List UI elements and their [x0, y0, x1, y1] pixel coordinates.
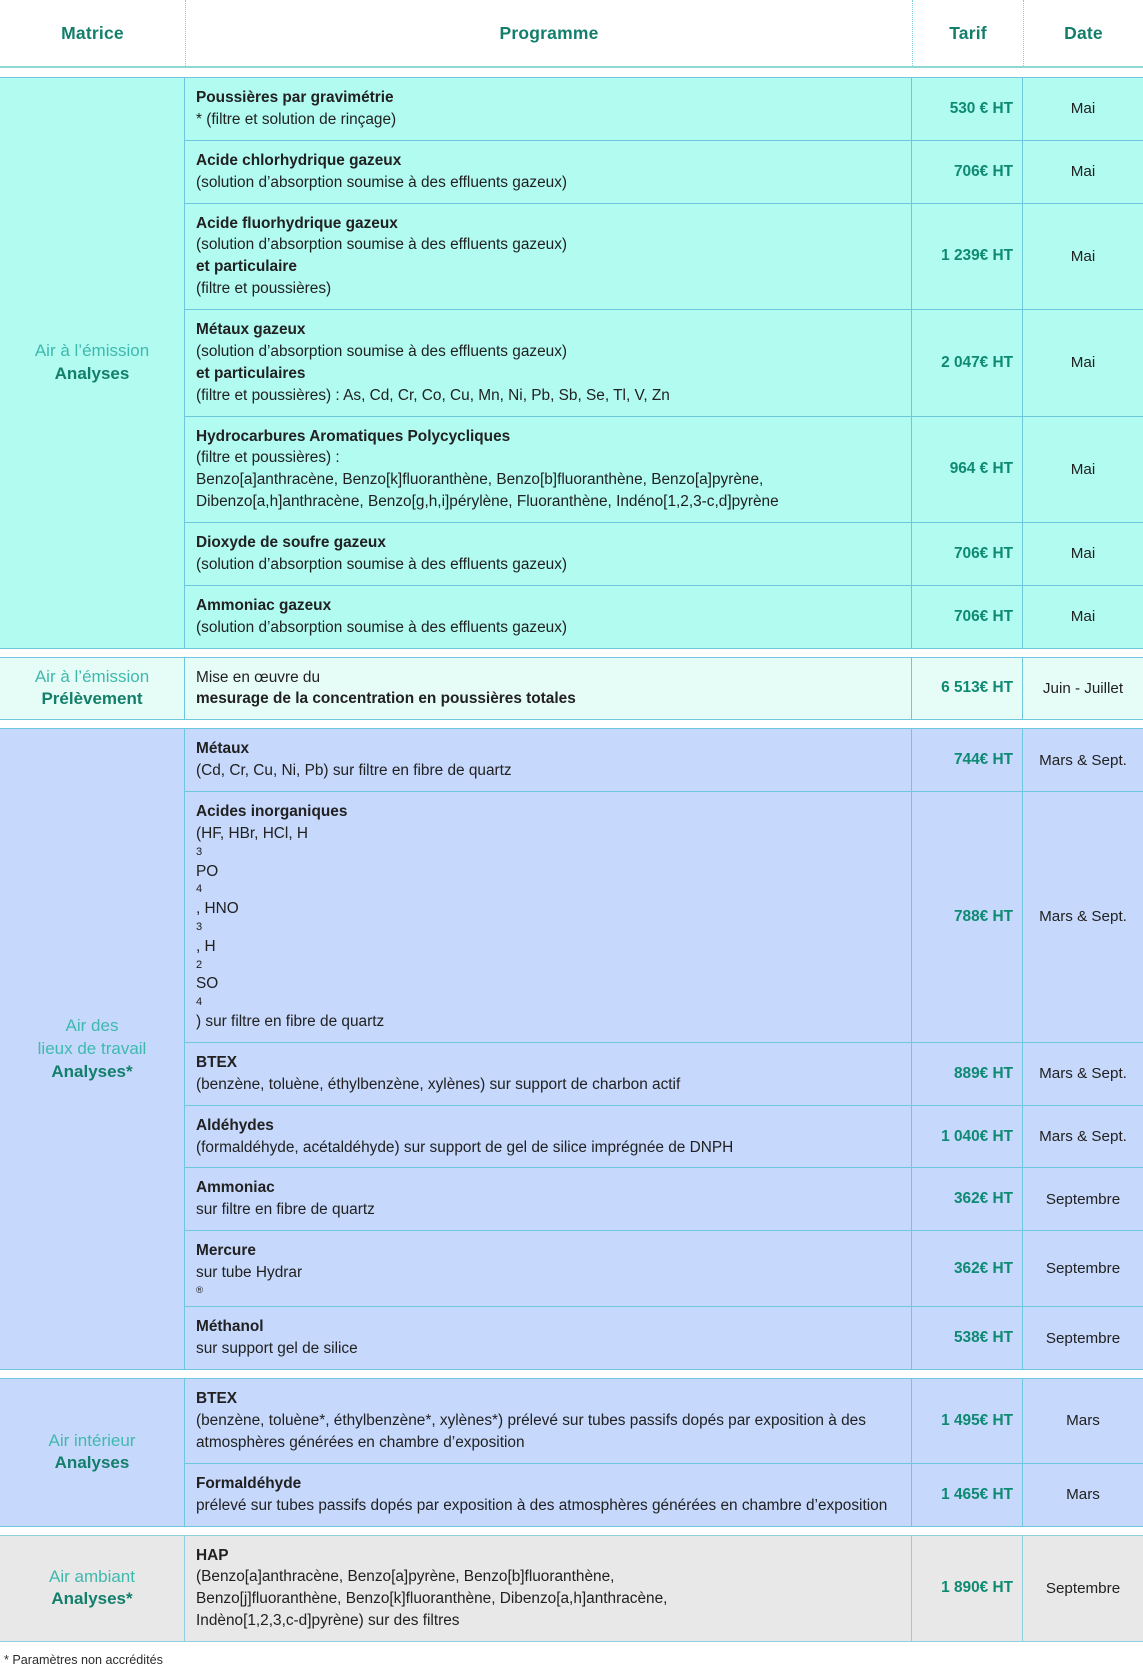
table-row	[185, 309, 1143, 416]
table-row	[185, 1306, 1143, 1369]
section-rows	[185, 78, 1143, 648]
table-row	[185, 522, 1143, 585]
cell-programme: Mercure sur tube Hydrar ®	[185, 1231, 912, 1306]
cell-date: Mai	[1070, 163, 1096, 181]
matrix-label-secondary: Analyses*	[51, 1589, 133, 1609]
table-row	[185, 1042, 1143, 1105]
cell-date: Juin - Juillet	[1042, 679, 1124, 697]
matrix-section	[0, 657, 1143, 721]
matrix-label-primary: Air à l’émission	[34, 666, 150, 686]
matrix-label-primary: Air à l’émission	[34, 340, 150, 360]
cell-tarif: 362€ HT	[912, 1231, 1023, 1306]
matrix-label-cell	[0, 658, 185, 720]
cell-tarif: 788€ HT	[912, 792, 1023, 1042]
matrix-label-cell	[0, 729, 185, 1369]
table-row	[185, 1379, 1143, 1463]
cell-tarif: 706€ HT	[912, 523, 1023, 585]
cell-programme: Métaux gazeux (solution d’absorption soumise à des effluents gazeux) et particulaires (filtre et poussières) : As, Cd, Cr, Co, Cu, Mn, Ni, Pb, Sb, Se, Tl, V, Zn	[185, 310, 912, 416]
cell-tarif: 744€ HT	[912, 729, 1023, 791]
cell-date: Septembre	[1045, 1579, 1121, 1597]
table-body	[0, 77, 1143, 1642]
cell-date: Mars & Sept.	[1039, 908, 1127, 926]
cell-date: Mars	[1066, 1486, 1100, 1504]
table-row	[185, 1167, 1143, 1230]
cell-date: Mai	[1070, 460, 1096, 478]
table-row	[185, 78, 1143, 140]
cell-tarif: 530 € HT	[912, 78, 1023, 140]
table-row	[185, 140, 1143, 203]
column-header-matrice: Matrice	[61, 22, 124, 43]
cell-programme: Poussières par gravimétrie * (filtre et solution de rinçage)	[185, 78, 912, 140]
table-row	[185, 585, 1143, 648]
cell-tarif: 362€ HT	[912, 1168, 1023, 1230]
footnote: * Paramètres non accrédités	[4, 1653, 163, 1667]
cell-tarif: 1 040€ HT	[912, 1106, 1023, 1168]
cell-tarif: 1 465€ HT	[912, 1464, 1023, 1526]
cell-programme: HAP (Benzo[a]anthracène, Benzo[a]pyrène, Benzo[b]fluoranthène, Benzo[j]fluoranthène, Benzo[k]fluoranthène, Dibenzo[a,h]anthracène, Indèno[1,2,3,c-d]pyrène) sur des filtres	[185, 1536, 912, 1642]
cell-date: Mars	[1066, 1412, 1100, 1430]
matrix-label-primary: Air intérieur	[48, 1430, 136, 1450]
matrix-label-cell	[0, 1536, 185, 1642]
cell-programme: Dioxyde de soufre gazeux (solution d’absorption soumise à des effluents gazeux)	[185, 523, 912, 585]
cell-date: Mars & Sept.	[1039, 1128, 1127, 1145]
matrix-section	[0, 1378, 1143, 1526]
matrix-section	[0, 728, 1143, 1370]
cell-date: Mai	[1070, 100, 1096, 118]
cell-programme: Méthanol sur support gel de silice	[185, 1307, 912, 1369]
matrix-label-primary: Air ambiant	[49, 1566, 135, 1586]
cell-programme: Acide fluorhydrique gazeux (solution d’absorption soumise à des effluents gazeux) et particulaire (filtre et poussières)	[185, 204, 912, 310]
cell-programme: Formaldéhyde prélevé sur tubes passifs dopés par exposition à des atmosphères générées en chambre d’exposition	[185, 1464, 912, 1526]
cell-programme: BTEX (benzène, toluène, éthylbenzène, xylènes) sur support de charbon actif	[185, 1043, 912, 1105]
matrix-label-secondary: Prélèvement	[41, 689, 143, 709]
section-rows	[185, 1379, 1143, 1525]
cell-programme: Acides inorganiques (HF, HBr, HCl, H 3 PO 4 , HNO 3 , H 2 SO 4 ) sur filtre en fibre de quartz	[185, 792, 912, 1042]
cell-programme: Aldéhydes (formaldéhyde, acétaldéhyde) sur support de gel de silice imprégnée de DNPH	[185, 1106, 912, 1168]
table-row	[185, 1105, 1143, 1168]
cell-tarif: 706€ HT	[912, 141, 1023, 203]
cell-programme: Métaux (Cd, Cr, Cu, Ni, Pb) sur filtre en fibre de quartz	[185, 729, 912, 791]
cell-tarif: 1 890€ HT	[912, 1536, 1023, 1642]
table-row	[185, 203, 1143, 310]
column-header-programme: Programme	[185, 0, 912, 66]
cell-programme: Mise en œuvre du mesurage de la concentration en poussières totales	[185, 658, 912, 720]
cell-programme: Hydrocarbures Aromatiques Polycycliques (filtre et poussières) : Benzo[a]anthracène, Benzo[k]fluoranthène, Benzo[b]fluoranthène, Benzo[a]pyrène, Dibenzo[a,h]anthracène, Benzo[g,h,i]pérylène, Fluoranthène, Indéno[1,2,3-c,d]pyrène	[185, 417, 912, 523]
cell-date: Septembre	[1045, 1190, 1121, 1208]
matrix-section	[0, 77, 1143, 649]
cell-date: Mai	[1070, 354, 1096, 372]
cell-programme: BTEX (benzène, toluène*, éthylbenzène*, xylènes*) prélevé sur tubes passifs dopés par exposition à des atmosphères générées en chambre d’exposition	[185, 1379, 912, 1463]
matrix-section	[0, 1535, 1143, 1643]
table-header-row	[0, 0, 1143, 68]
matrix-label-primary: Air des lieux de travail	[37, 1016, 147, 1058]
table-row	[185, 1230, 1143, 1306]
cell-tarif: 1 495€ HT	[912, 1379, 1023, 1463]
cell-programme: Acide chlorhydrique gazeux (solution d’absorption soumise à des effluents gazeux)	[185, 141, 912, 203]
cell-date: Septembre	[1045, 1260, 1121, 1278]
cell-programme: Ammoniac gazeux (solution d’absorption soumise à des effluents gazeux)	[185, 586, 912, 648]
cell-date: Mars & Sept.	[1039, 751, 1127, 769]
cell-tarif: 964 € HT	[912, 417, 1023, 523]
matrix-label-secondary: Analyses	[54, 1453, 130, 1473]
cell-tarif: 2 047€ HT	[912, 310, 1023, 416]
section-rows	[185, 658, 1143, 720]
table-row	[185, 729, 1143, 791]
matrix-label-secondary: Analyses	[54, 363, 130, 383]
section-rows	[185, 729, 1143, 1369]
cell-programme: Ammoniac sur filtre en fibre de quartz	[185, 1168, 912, 1230]
matrix-label-cell	[0, 78, 185, 648]
column-header-tarif: Tarif	[912, 0, 1023, 66]
cell-tarif: 1 239€ HT	[912, 204, 1023, 310]
table-row	[185, 658, 1143, 720]
table-row	[185, 416, 1143, 523]
cell-tarif: 706€ HT	[912, 586, 1023, 648]
cell-date: Mai	[1070, 247, 1096, 265]
cell-date: Mai	[1070, 545, 1096, 563]
column-header-date: Date	[1023, 0, 1143, 66]
cell-date: Mai	[1070, 608, 1096, 626]
table-row	[185, 1463, 1143, 1526]
section-rows	[185, 1536, 1143, 1642]
table-row	[185, 1536, 1143, 1642]
matrix-label-secondary: Analyses*	[51, 1061, 133, 1081]
cell-tarif: 538€ HT	[912, 1307, 1023, 1369]
matrix-label-cell	[0, 1379, 185, 1525]
cell-tarif: 6 513€ HT	[912, 658, 1023, 720]
cell-date: Septembre	[1045, 1329, 1121, 1347]
table-row	[185, 791, 1143, 1042]
cell-date: Mars & Sept.	[1039, 1065, 1127, 1083]
cell-tarif: 889€ HT	[912, 1043, 1023, 1105]
